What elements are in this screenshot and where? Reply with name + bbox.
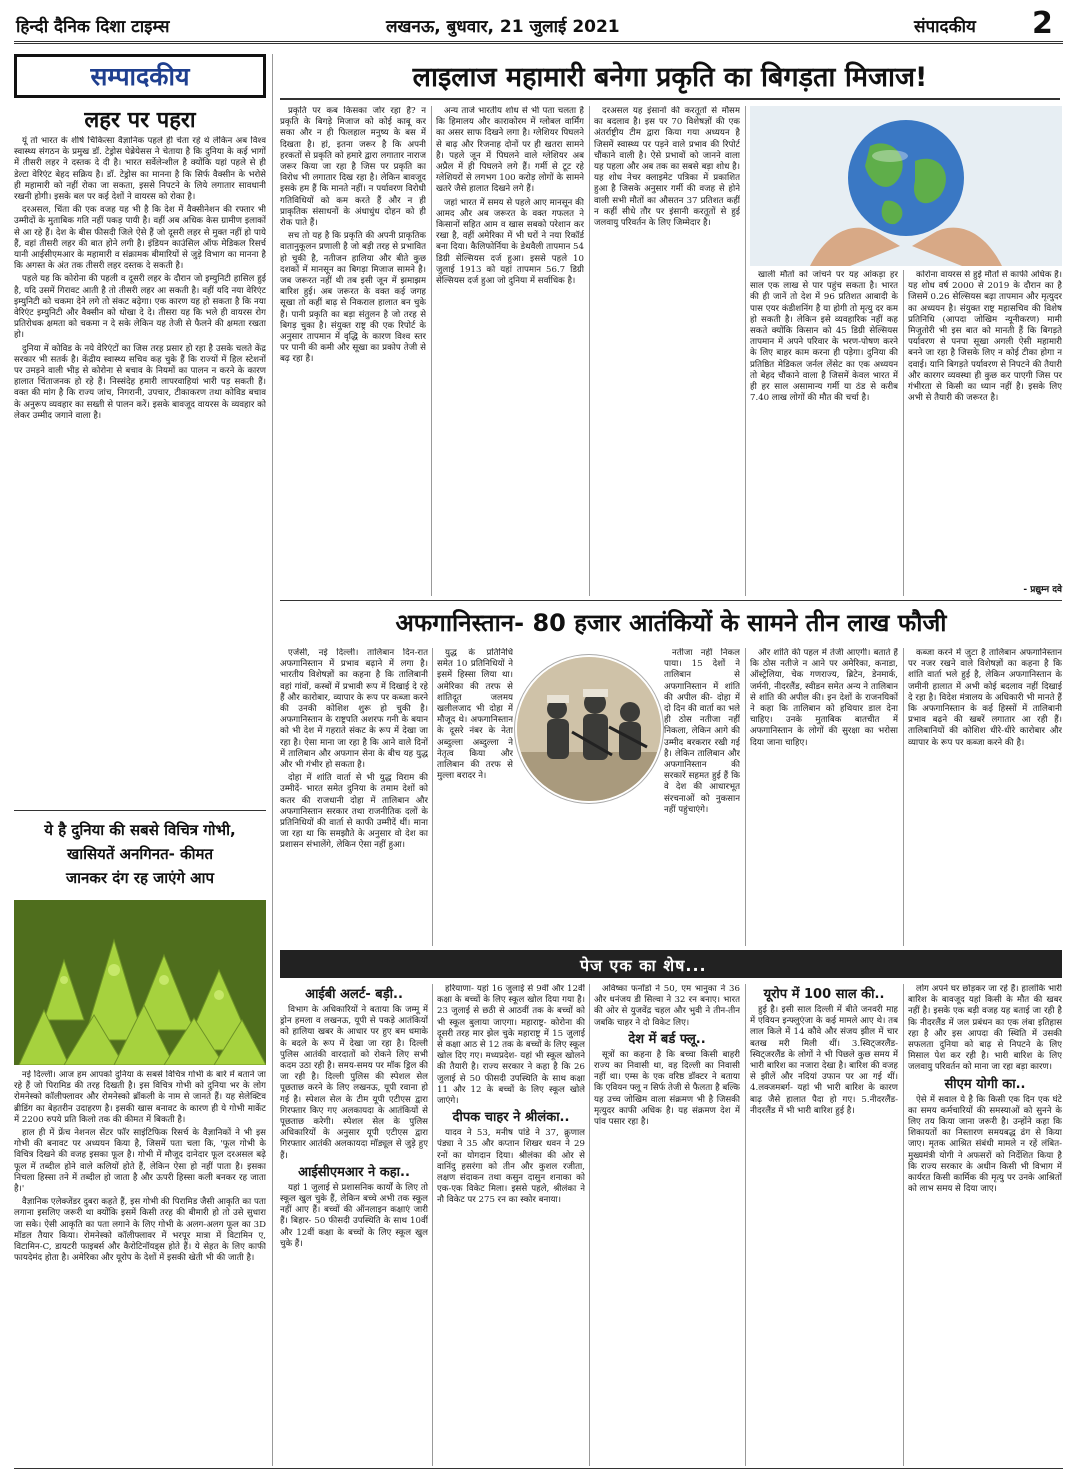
column-divider: [589, 984, 590, 1466]
gobhi-paragraph: हाल ही में फ्रेंच नेशनल सेंटर फॉर साइंटिफिक रिसर्च के वैज्ञानिकों ने भी इस गोभी की बनावट पर अध्ययन किया है, जिसमें पता चला कि, 'फूल गोभी के विचित्र दिखने की वजह इसका फूल है। गोभी में मौजूद दानेदार फूल दरअसल बढ़े फूल में तब्दील होने वाले कलियों होते हैं, लेकिन ऐसा हो नहीं पाता है। इसका निचला हिस्सा तने में तब्दील हो जाता है और ऊपरी हिस्सा कली बनकर रह जाता है।': [14, 1128, 266, 1195]
afghan-paragraph: दोहा में शांति वार्ता से भी युद्ध विराम की उम्मीदें- भारत समेत दुनिया के तमाम देशों को कतर की राजधानी दोहा में तालिबान और अफगानिस्तान सरकार तथा राजनीतिक दलों के प्रतिनिधियों की वार्ता से काफी उम्मीदें थीं। माना जा रहा था कि समझौते के अनुसार वो देश का प्रशासन संभालेंगे, लेकिन ऐसा नहीं हुआ।: [280, 773, 428, 851]
editorial-paragraph: यूं तो भारत के शीर्ष चिकित्सा वैज्ञानिक पहले ही चेता रहे थे लेकिन अब विश्व स्वास्थ्य संगठन के प्रमुख डॉ. टेड्रोस घेब्रेयेसस ने चेताया है कि दुनिया के कई भागों में तीसरी लहर ने दस्तक दे दी है। भारत सर्वेलेन्शील है क्योंकि यहां पहले से ही डेल्टा वेरिएंट बेहद सक्रिय है। डॉ. टेड्रोस का मानना है कि सिर्फ वैक्सीन के भरोसे ही महामारी को नहीं रोका जा सकता, इससे निपटने के लिये लगातार सावधानी रखनी होगी। इसके बल पर कई देशों ने वायरस को रोका है।: [14, 136, 266, 203]
continued-paragraph: लोग अपने घर छोड़कर जा रहे हैं। हालांकि भारी बारिश के बावजूद यहां किसी के मौत की खबर नहीं है। इसके एक बड़ी वजह यह बताई जा रही है कि नीदरलैंड में जल प्रबंधन का एक लंबा इतिहास रहा है और इस आपदा की स्थिति में उसकी सफलता दुनिया को बाढ़ से निपटने के लिए मिसाल पेश कर रही है। भारी बारिश के लिए जलवायु परिवर्तन को माना जा रहा बड़ा कारण।: [908, 984, 1062, 1073]
column-divider: [903, 648, 904, 946]
romanesco-photo: [14, 900, 266, 1065]
gobhi-headline-line: जानकर दंग रह जाएंगे आप: [66, 869, 214, 887]
column-divider: [745, 106, 746, 596]
section-label: संपादकीय: [914, 17, 976, 37]
gobhi-body: [14, 1070, 266, 1466]
afghan-paragraph: एजेंसी, नई दिल्ली। तालिबान दिन-रात अफगानिस्तान में प्रभाव बढ़ाने में लगा है। भारतीय विशेषज्ञों का कहना है कि तालिबानी वहां गांवों, कस्बों में प्रभावी रूप में दिखाई दे रहे हैं और कारोबार, व्यापार के रूप पर कब्जा करने की उनकी कोशिश शुरू हो चुकी है। अफगानिस्तान के राष्ट्रपति अशरफ गनी के बयान को भी देश में गहराते संकट के रूप में देखा जा रहा है। ऐसा माना जा रहा है कि आने वाले दिनों में तालिबान और अफगान सेना के बीच यह युद्ध और भी गंभीर हो सकता है।: [280, 648, 428, 771]
divider: [14, 810, 266, 811]
afghan-paragraph: नतीजा नहीं निकल पाया। 15 देशों ने तालिबान से अफगानिस्तान में शांति की अपील की- दोहा में दो दिन की वार्ता का भले ही ठोस नतीजा नहीं निकला, लेकिन आगे की उम्मीद बरकरार रखी गई है। लेकिन तालिबान और अफगानिस्तान की सरकारें सहमत हुई हैं कि वे देश की आधारभूत संरचनाओं को नुकसान नहीं पहुंचाएंगे।: [664, 648, 740, 815]
afghan-col-4: [750, 648, 898, 946]
editorial-paragraph: दुनिया में कोविड के नये वेरिएंटों का जिस तरह प्रसार हो रहा है उसके चलते केंद्र सरकार भी सतर्क है। केंद्रीय स्वास्थ्य सचिव कह चुके हैं कि राज्यों में हिल स्टेशनों पर उमड़ने वाली भीड़ से कोरोना से बचाव के नियमों का पालन न करने के कारण हालात चिंताजनक हो रहे हैं। निस्संदेह हमारी लापरवाहियां भारी पड़ सकती हैं। वक्त की मांग है कि राज्य जांच, निगरानी, उपचार, टीकाकरण तथा कोविड बचाव के अनुरूप व्यवहार का सख्ती से पालन करें। इसके बावजूद वायरस के व्यवहार को लेकर उम्मीद जगाने वाला है।: [14, 343, 266, 421]
masthead-title: हिन्दी दैनिक दिशा टाइम्स: [16, 17, 170, 37]
afghan-paragraph: कब्जा करने में जुटा है तालिबान अफगानिस्तान पर नजर रखने वाले विशेषज्ञों का कहना है कि शांति वार्ता भले हुई है, लेकिन अफगानिस्तान के जमीनी हालात में अभी कोई बदलाव नहीं दिखाई दे रहा है। विदेश मंत्रालय के अधिकारी भी मानते हैं कि अफगानिस्तान के कई हिस्सों में तालिबानी प्रभाव बढ़ने की खबरें लगातार आ रही हैं। तालिबानियों की कोशिश धीरे-धीरे कारोबार और व्यापार के रूप पर कब्जा करने की है।: [908, 648, 1062, 748]
continued-paragraph: विभाग के अधिकारियों ने बताया कि जम्मू में ड्रोन हमला व लखनऊ, यूपी से पकड़े आतंकियों को हालिया खबर के आधार पर हुए बम धमाके के बदले के रूप में देखा जा रहा है। दिल्ली पुलिस आतंकी वारदातों को रोकने लिए सभी कदम उठा रही है। समय-समय पर मॉक ड्रिल की जा रही है। दिल्ली पुलिस की स्पेशल सेल पूछताछ करने के लिए लखनऊ, यूपी रवाना हो गई है। स्पेशल सेल के टीम यूपी एटीएस द्वारा गिरफ्तार किए गए अलकायदा के आतंकियों से पूछताछ करेगी। स्पेशल सेल के पुलिस अधिकारियों के अनुसार यूपी एटीएस द्वारा गिरफ्तार आतंकी अलकायदा मॉड्यूल से जुड़े हुए हैं।: [280, 1005, 428, 1161]
climate-paragraph: कोरोना वायरस से हुई मौतों से काफी अधिक है। यह शोध वर्ष 2000 से 2019 के दौरान का है जिसमें 0.26 सेल्सियस बढ़ा तापमान और मृत्युदर का अध्ययन है। संयुक्त राष्ट्र महासचिव की विशेष प्रतिनिधि (आपदा जोखिम न्यूनीकरण) मामी मिजुतोरी भी इस बात को मानती हैं कि बिगड़ते पर्यावरण से पनपा सूखा अगली ऐसी महामारी बनने जा रहा है जिसके लिए न कोई टीका होगा न दवाई। यानि बिगड़ते पर्यावरण से निपटने की तैयारी और कारगर व्यवस्था ही कुछ कर पाएगी जिस पर गंभीरता से किसी का ध्यान नहीं है। इसके लिए अभी से तैयारी की जरूरत है।: [908, 270, 1062, 404]
column-divider: [272, 54, 273, 1466]
divider: [280, 600, 1062, 601]
editorial-banner-text: सम्पादकीय: [90, 62, 190, 91]
climate-col-5: [908, 270, 1062, 580]
afghan-col-1: [280, 648, 428, 946]
bottom-rule: [14, 1468, 1063, 1469]
continued-paragraph: यहां 1 जुलाई से प्रशासनिक कार्यों के लिए तो स्कूल खुल चुके हैं, लेकिन बच्चे अभी तक स्कूल नहीं आए हैं। बच्चों की ऑनलाइन कक्षाएं जारी हैं। बिहार- 50 फीसदी उपस्थिति के साथ 10वीं और 12वीं कक्षा के बच्चों के लिए स्कूल खुल चुके हैं।: [280, 1182, 428, 1249]
continued-paragraph: सूत्रों का कहना है कि बच्चा किसी बाहरी राज्य का निवासी था, वह दिल्ली का निवासी नहीं था। एम्स के एक वरिष्ठ डॉक्टर ने बताया कि एवियन फ्लू न सिर्फ तेजी से फैलता है बल्कि यह उच्च जोखिम वाला संक्रमण भी है जिसकी मृत्युदर काफी अधिक है। यह संक्रमण देश में पांव पसार रहा है।: [594, 1049, 740, 1128]
column-divider: [432, 984, 433, 1466]
continued-col-3: [594, 984, 740, 1466]
afghan-col-2: [437, 648, 513, 946]
climate-paragraph: दरअसल यह इंसानों की करतूतों से मौसम का बदलाव है। इस पर 70 विशेषज्ञों की एक अंतर्राष्ट्रीय टीम द्वारा किया गया अध्ययन है जिसमें स्वास्थ्य पर पड़ने वाले प्रभाव की रिपोर्ट चौंकाने वाली है। ऐसे प्रभावों को जानने वाला यह पहला और अब तक का सबसे बड़ा शोध है। यह शोध नेचर क्लाइमेट पत्रिका में प्रकाशित हुआ है जिसके अनुसार गर्मी की वजह से होने वाली सभी मौतों का औसतन 37 प्रतिशत कहीं न कहीं सीधे तौर पर इंसानी करतूतों से हुई जलवायु परिवर्तन के लिए जिम्मेदार है।: [594, 106, 740, 229]
continued-paragraph: हरियाणा- यहां 16 जुलाई से 9वीं और 12वीं कक्षा के बच्चों के लिए स्कूल खोल दिया गया है। 23 जुलाई से छठी से आठवीं तक के बच्चों को भी स्कूल बुलाया जाएगा। महाराष्ट्र- कोरोना की दूसरी तरह मार झेल चुके महाराष्ट्र में 15 जुलाई से कक्षा आठ से 12 तक के बच्चों के लिए स्कूल खोल दिए गए। मध्यप्रदेश- यहां भी स्कूल खोलने की तैयारी है। राज्य सरकार ने कहा है कि 26 जुलाई से 50 फीसदी उपस्थिति के साथ कक्षा 11 और 12 के बच्चों के लिए स्कूल खोले जाएंगे।: [437, 984, 585, 1107]
chahar-subheading: दीपक चाहर ने श्रीलंका..: [452, 1110, 570, 1126]
afghan-headline: अफगानिस्तान- 80 हजार आतंकियों के सामने तीन लाख फौजी: [395, 609, 947, 637]
climate-col-1: [280, 106, 426, 596]
dateline: लखनऊ, बुधवार, 21 जुलाई 2021: [386, 17, 620, 37]
column-divider: [432, 648, 433, 946]
column-divider: [745, 984, 746, 1466]
column-divider: [903, 270, 904, 596]
editorial-title: लहर पर पहरा: [84, 108, 196, 133]
climate-col-2: [436, 106, 584, 596]
afghan-col-5: [908, 648, 1062, 946]
climate-paragraph: खाली मौतों को जांचने पर यह आंकड़ा हर साल एक लाख से पार पहुंच सकता है। भारत की ही जानें तो देश में 96 प्रतिशत आबादी के पास एयर कंडीशनिंग है या होगी तो मृत्यु दर कम हो सकती है। लेकिन इसे व्यवहारिक नहीं कह सकते क्योंकि किसान को 45 डिग्री सेल्सियस तापमान में अपने परिवार के भरण-पोषण करने के लिए बाहर काम करना ही पड़ेगा। दुनिया की प्रतिष्ठित मेडिकल जर्नल लेंसेट का एक अध्ययन तो बेहद चौंकाने वाला है जिसमें केवल भारत में ही हर साल असामान्य गर्मी या ठंड से करीब 7.40 लाख लोगों की मौत की चर्चा है।: [750, 270, 898, 404]
icmr-subheading: आईसीएमआर ने कहा..: [298, 1164, 410, 1180]
column-divider: [903, 984, 904, 1466]
column-divider: [589, 106, 590, 596]
globe-photo: [750, 106, 1062, 266]
masthead-bar: [14, 8, 1063, 44]
ib-subheading: आईबी अलर्ट- बड़ी..: [305, 987, 403, 1002]
climate-col-4: [750, 270, 898, 596]
column-divider: [745, 648, 746, 946]
climate-byline: - प्रद्युम्न दवे: [1023, 585, 1062, 595]
continued-col-5: [908, 984, 1062, 1466]
page-number: 2: [1032, 6, 1053, 41]
continued-paragraph: ऐसे में सवाल ये है कि किसी एक दिन एक घंटे का समय कर्मचारियों की समस्याओं को सुनने के लिए तय किया जाना जरूरी है। उन्होंने कहा कि शिकायतों का निस्तारण समयबद्ध ढंग से किया जाए। मृतक आश्रित संबंधी मामले न रहें लंबित- मुख्यमंत्री योगी ने अफसरों को निर्देशित किया है कि राज्य सरकार के अधीन किसी भी विभाग में कार्यरत किसी कार्मिक की मृत्यु पर उनके आश्रितों को लाभ समय से दिया जाए।: [908, 1094, 1062, 1195]
continued-paragraph: यादव ने 53, मनीष पांडे ने 37, क्रुणाल पंड्या ने 35 और कप्तान शिखर धवन ने 29 रनों का योगदान दिया। श्रीलंका की ओर से वानिंदु हसरंगा को तीन और कुशल रजीता, लक्षण संदाकन तथा कसुन दासुन शनाका को एक-एक विकेट मिला। इससे पहले, श्रीलंका ने नौ विकेट पर 275 रन का स्कोर बनाया।: [437, 1128, 585, 1206]
romanesco-icon: [14, 900, 266, 1065]
gobhi-headline-line: खासियतें अनगिनत- कीमत: [66, 845, 214, 863]
continued-paragraph: अविष्का फर्नांडो ने 50, एम भानुका ने 36 और धनंजय डी सिल्वा ने 32 रन बनाए। भारत की ओर से युजवेंद्र चहल और भुवी ने तीन-तीन जबकि चाहर ने दो विकेट लिए।: [594, 984, 740, 1028]
gobhi-paragraph: नई दिल्ली। आज हम आपको दुनिया के सबसे विचित्र गोभी के बारे में बताने जा रहे हैं जो पिरामिड की तरह दिखती है। इस विचित्र गोभी को दुनिया भर के लोग रोमनेस्को कॉलीफ्लावर और रोमनेस्को ब्रॉकली के नाम से जानते हैं। यह सेलेक्टिव ब्रीडिंग का बेहतरीन उदाहरण है। इसकी खास बनावट के कारण ही ये गोभी मार्केट में 2200 रुपये प्रति किलो तक की कीमत में बिकती है।: [14, 1070, 266, 1125]
continued-col-1: [280, 984, 428, 1466]
birdflu-subheading: देश में बर्ड फ्लू..: [628, 1031, 706, 1047]
gobhi-paragraph: वैज्ञानिक एलेक्जेंडर दुबरा कहते हैं, इस गोभी की पिरामिड जैसी आकृति का पता लगाना इसलिए जरूरी था क्योंकि इसमें किसी तरह की बीमारी हो तो उसे सुधारा जा सके। ऐसी आकृति का पता लगाने के लिए गोभी के अलग-अलग फूल का 3D मॉडल तैयार किया। रोमनेस्को कॉलीफ्लावर में भरपूर मात्रा में विटामिन ए, विटामिन-C, डायटरी फाइबर्स और कैरोटिनॉयड्स होते हैं। ये सेहत के लिए काफी फायदेमंद होता है। अमेरिका और यूरोप के देशों में इसकी खेती भी की जाती है।: [14, 1197, 266, 1264]
editorial-banner: [14, 54, 266, 98]
gobhi-headline-line: ये है दुनिया की सबसे विचित्र गोभी,: [44, 821, 236, 839]
editorial-paragraph: पहले यह कि कोरोना की पहली व दूसरी लहर के दौरान जो इम्युनिटी हासिल हुई है, यदि उसमें गिरावट आती है तो तीसरी लहर आ सकती है। वहीं यदि नया वेरिएंट इम्युनिटी को चकमा देने लगे तो संकट बढ़ेगा। एक कारण यह हो सकता है कि नया वेरिएंट इम्युनिटी और वैक्सीन को धोखा दे दे। तीसरा यह कि भले ही वायरस रोग प्रतिरोधक क्षमता को चकमा न दे सके लेकिन यह तेजी से फैलने की क्षमता रखता हो।: [14, 274, 266, 341]
continued-paragraph: हुई है। इसी साल दिल्ली में बीते जनवरी माह में एवियन इन्फ्लुएंजा के कई मामले आए थे। तब लाल किले में 14 कौवे और संजय झील में चार बतख मरी मिली थीं। 3.स्विट्जरलैंड- स्विट्जरलैंड के लोगों ने भी पिछले कुछ समय में भारी बारिश का नजारा देखा है। बारिश की वजह से झीलें और नदियां उफान पर आ गई थीं। 4.लक्जमबर्ग- यहां भी भारी बारिश के कारण बाढ़ जैसे हालात पैदा हो गए। 5.नीदरलैंड- नीदरलैंड में भी भारी बारिश हुई है।: [750, 1005, 898, 1116]
continued-col-4: [750, 984, 898, 1466]
afghan-paragraph: युद्ध के प्रतिनिधि समेत 10 प्रतिनिधियों ने इसमें हिस्सा लिया था। अमेरिका की तरफ से शांतिदूत जलमय खलीलजाद भी दोहा में मौजूद थे। अफगानिस्तान के दूसरे नंबर के नेता अब्दुल्ला अब्दुल्ला ने नेतृत्व किया और तालिबान की तरफ से मुल्ला बरादर ने।: [437, 648, 513, 782]
climate-headline: लाइलाज महामारी बनेगा प्रकृति का बिगड़ता मिजाज!: [280, 56, 1060, 100]
remainder-banner-text: पेज एक का शेष...: [580, 956, 707, 975]
afghan-paragraph: और शांति की पहल में तेजी आएगी। बताते हैं कि ठोस नतीजे न आने पर अमेरिका, कनाडा, ऑस्ट्रेलिया, चेक गणराज्य, ब्रिटेन, डेनमार्क, जर्मनी, नीदरलैंड, स्वीडन समेत अन्य ने तालिबान से शांति की अपील की। इन देशों के राजनयिकों ने कहा कि तालिबान को हथियार डाल देना चाहिए। उनके मुताबिक बातचीत में अफगानिस्तान के लोगों की सुरक्षा का भरोसा दिया जाना चाहिए।: [750, 648, 898, 748]
yogi-subheading: सीएम योगी का..: [944, 1076, 1026, 1092]
gobhi-headline: [14, 818, 266, 890]
continued-col-2: [437, 984, 585, 1466]
column-divider: [431, 106, 432, 596]
climate-paragraph: प्रकृति पर कब किसका जोर रहा है? न प्रकृति के बिगड़े मिजाज को कोई काबू कर सका और न ही फिलहाल मनुष्य के बस में दिखता है। हां, इतना जरूर है कि अपनी हरकतों से प्रकृति को हमारे द्वारा लगातार नाराज जरूर किया जा रहा है जिस पर प्रकृति का विरोध भी लगातार दिख रहा है। लेकिन बावजूद इसके हम हैं कि मानते नहीं। न पर्यावरण विरोधी गतिविधियों को कम करते हैं और न ही प्राकृतिक संसाधनों के अंधाधुंध दोहन को ही रोक पाते हैं।: [280, 106, 426, 229]
editorial-paragraph: दरअसल, चिंता की एक वजह यह भी है कि देश में वैक्सीनेशन की रफ्तार भी उम्मीदों के मुताबिक गति नहीं पकड़ पायी है। वहीं अब अधिक केस ग्रामीण इलाकों से आ रहे हैं। देश के बीस फीसदी जिले ऐसे हैं जो दूसरी लहर से मुक्त नहीं हो पाये हैं, वहां तीसरी लहर की बात होने लगी है। इंडियन काउंसिल ऑफ मेडिकल रिसर्च यानी आईसीएमआर के महामारी व संक्रामक बीमारियों से जुड़े विभाग का मानना है कि अगस्त के अंत तक तीसरी लहर दस्तक दे सकती है।: [14, 205, 266, 272]
climate-paragraph: अन्य ताजे भारतीय शोध से भी पता चलता है कि हिमालय और काराकोरम में ग्लोबल वार्मिंग का असर साफ दिखने लगा है। ग्लेशियर पिघलने से बाढ़ और रिजनाह दोनों पर ही खतरा सामने है। पहले जून में पिघलने वाले ग्लेशियर अब अप्रैल में ही पिघलने लगे हैं। गर्मी से टूट रहे ग्लेशियरों से लगभग 100 करोड़ लोगों के सामने खतरे जैसे हालात दिखने लगे हैं।: [436, 106, 584, 195]
climate-paragraph: सच तो यह है कि प्रकृति की अपनी प्राकृतिक वातानुकूलन प्रणाली है जो बड़ी तरह से प्रभावित हो चुकी है, नतीजन हालिया और बीते कुछ दशकों में मानसून का बिगड़ा मिजाज सामने है। जब जरूरत नहीं थी तब इसी जून में झमाझम बारिश हुई। अब जरूरत के वक्त कई जगह सूखा तो कहीं बाढ़ से निकराल हालात बन चुके हैं। पानी प्रकृति का बड़ा संतुलन है जो तरह से बिगड़ चुका है। संयुक्त राष्ट्र की एक रिपोर्ट के अनुसार तापमान में वृद्धि के कारण विश्व स्तर पर पानी की कमी और सूखा का प्रकोप तेजी से बढ़ रहा है।: [280, 231, 426, 365]
remainder-banner: [280, 950, 1062, 978]
afghan-col-3: [594, 648, 740, 946]
editorial-body: [14, 136, 266, 802]
globe-icon: [750, 106, 1062, 266]
europe-subheading: यूरोप में 100 साल की..: [763, 987, 885, 1002]
climate-col-3: [594, 106, 740, 596]
climate-paragraph: जहां भारत में समय से पहले आए मानसून की आमद और अब जरूरत के वक्त गफलत ने किसानों सहित आम व खास सबको परेशान कर रखा है, वहीं अमेरिका में भी घरों ने नया रिकॉर्ड बना दिया। कैलिफोर्निया के डेथवैली तापमान 54 डिग्री सेल्सियस दर्ज हुआ। इससे पहले 10 जुलाई 1913 को यहां तापमान 56.7 डिग्री सेल्सियस दर्ज हुआ जो दुनिया में सर्वाधिक है।: [436, 197, 584, 287]
